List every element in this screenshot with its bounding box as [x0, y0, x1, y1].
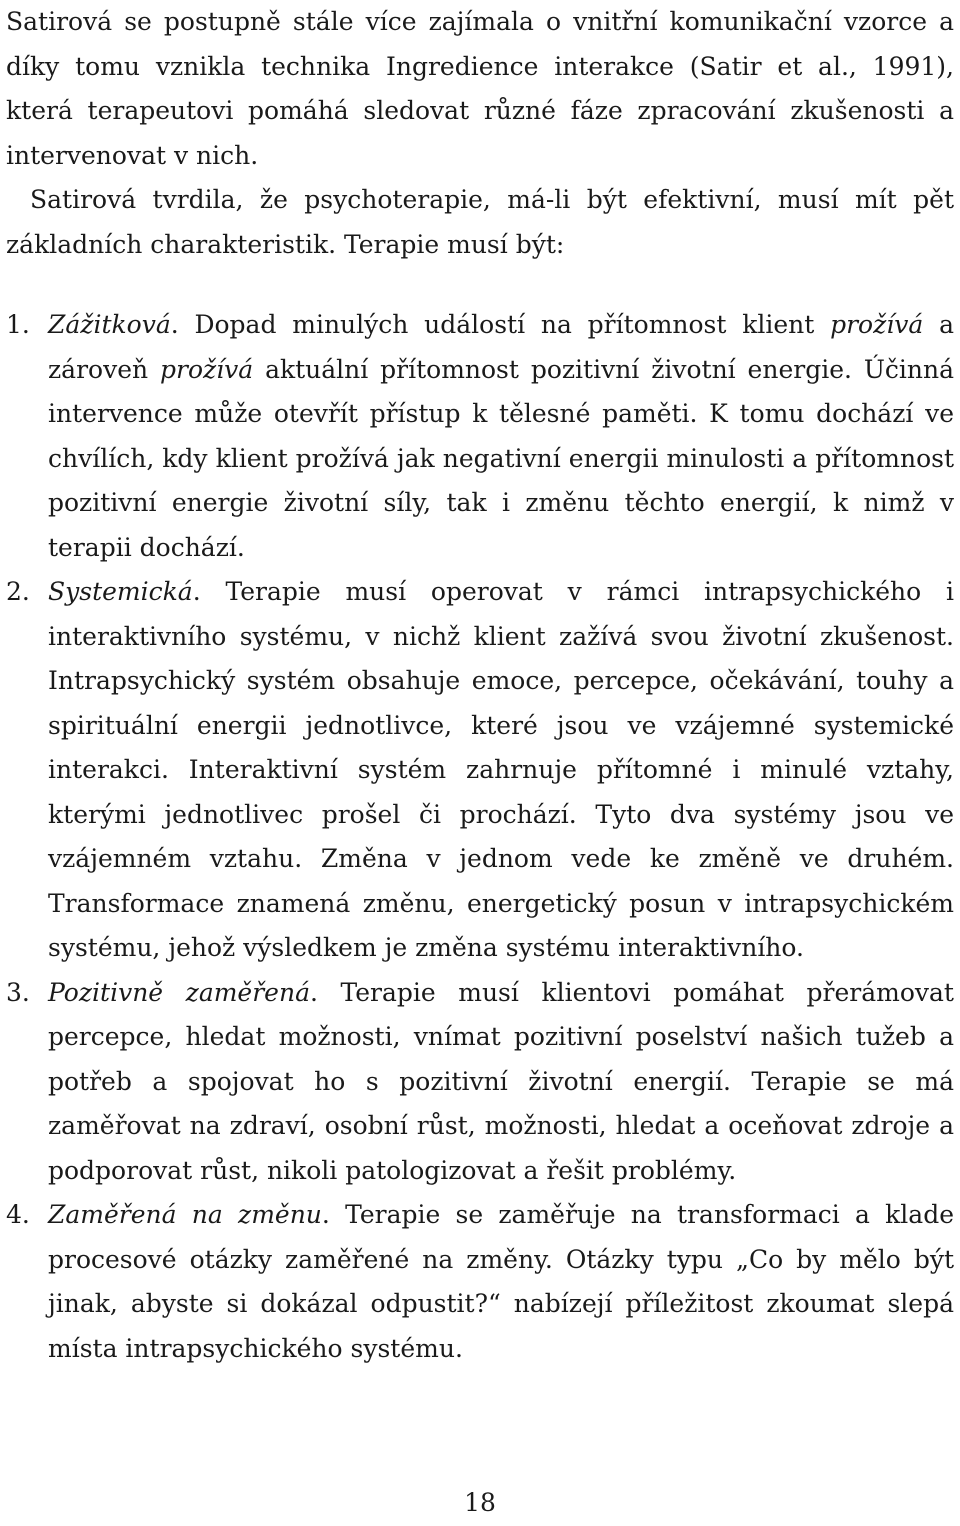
list-term: Zaměřená na změnu: [48, 1200, 322, 1229]
list-item-text: [48, 971, 954, 1194]
list-term: Pozitivně zaměřená: [48, 977, 310, 1007]
list-item: [6, 971, 954, 1194]
list-number: 1.: [6, 310, 30, 339]
page-number: 18: [464, 1488, 496, 1517]
list-text: aktuální přítomnost pozitivní životní energie. Účinná intervence může otevřít přístup k tělesné paměti. K tomu dochází ve chvílích, kdy klient prožívá jak negativní energii minulosti a přítomnost pozitivní energie životní síly, tak i změnu těchto energií, k nimž v terapii dochází.: [48, 354, 954, 562]
list-text: a zároveň: [48, 310, 954, 384]
list-text: . Dopad minulých událostí na přítomnost klient: [170, 310, 831, 339]
list-item-text: [48, 1193, 954, 1371]
list-emphasis: prožívá: [830, 310, 924, 339]
list-item: [6, 1193, 954, 1371]
list-item-text: [48, 303, 954, 570]
list-emphasis: prožívá: [159, 354, 254, 384]
list-text: . Terapie musí operovat v rámci intrapsychického i interaktivního systému, v nichž klient zažívá svou životní zkušenost. Intrapsychický systém obsahuje emoce, percepce, očekávání, touhy a spirituální energii jednotlivce, které jsou ve vzájemné systemické interakci. Interaktivní systém zahrnuje přítomné i minulé vztahy, kterými jednotlivec prošel či prochází. Tyto dva systémy jsou ve vzájemném vztahu. Změna v jednom vede ke změně ve druhém. Transformace znamená změnu, energetický posun v intrapsychickém systému, jehož výsledkem je změna systému interaktivního.: [48, 577, 954, 962]
list-term: Zážitková: [48, 310, 171, 339]
list-text: . Terapie se zaměřuje na transformaci a klade procesové otázky zaměřené na změny. Otázky typu „Co by mělo být jinak, abyste si dokázal odpustit?“ nabízejí příležitost zkoumat slepá místa intrapsychického systému.: [48, 1200, 954, 1363]
page-text: [6, 0, 954, 1371]
characteristics-list: [6, 303, 954, 1371]
list-term: Systemická: [48, 577, 193, 606]
list-number: 2.: [6, 577, 30, 606]
list-text: . Terapie musí klientovi pomáhat přerámovat percepce, hledat možnosti, vnímat pozitivní poselství našich tužeb a potřeb a spojovat ho s pozitivní životní energií. Terapie se má zaměřovat na zdraví, osobní růst, možnosti, hledat a oceňovat zdroje a podporovat růst, nikoli patologizovat a řešit problémy.: [48, 977, 954, 1185]
list-item: [6, 570, 954, 971]
list-number: 4.: [6, 1200, 30, 1229]
intro-paragraph: Satirová se postupně stále více zajímala o vnitřní komunikační vzorce a díky tomu vznikla technika Ingredience interakce (Satir et al., 1991), která terapeutovi pomáhá sledovat různé fáze zpracování zkušenosti a intervenovat v nich.: [6, 7, 954, 170]
list-item-text: [48, 570, 954, 971]
characteristics-paragraph: Satirová tvrdila, že psychoterapie, má-li být efektivní, musí mít pět základních charakteristik. Terapie musí být:: [6, 185, 954, 259]
list-number: 3.: [6, 977, 30, 1007]
list-item: [6, 303, 954, 570]
